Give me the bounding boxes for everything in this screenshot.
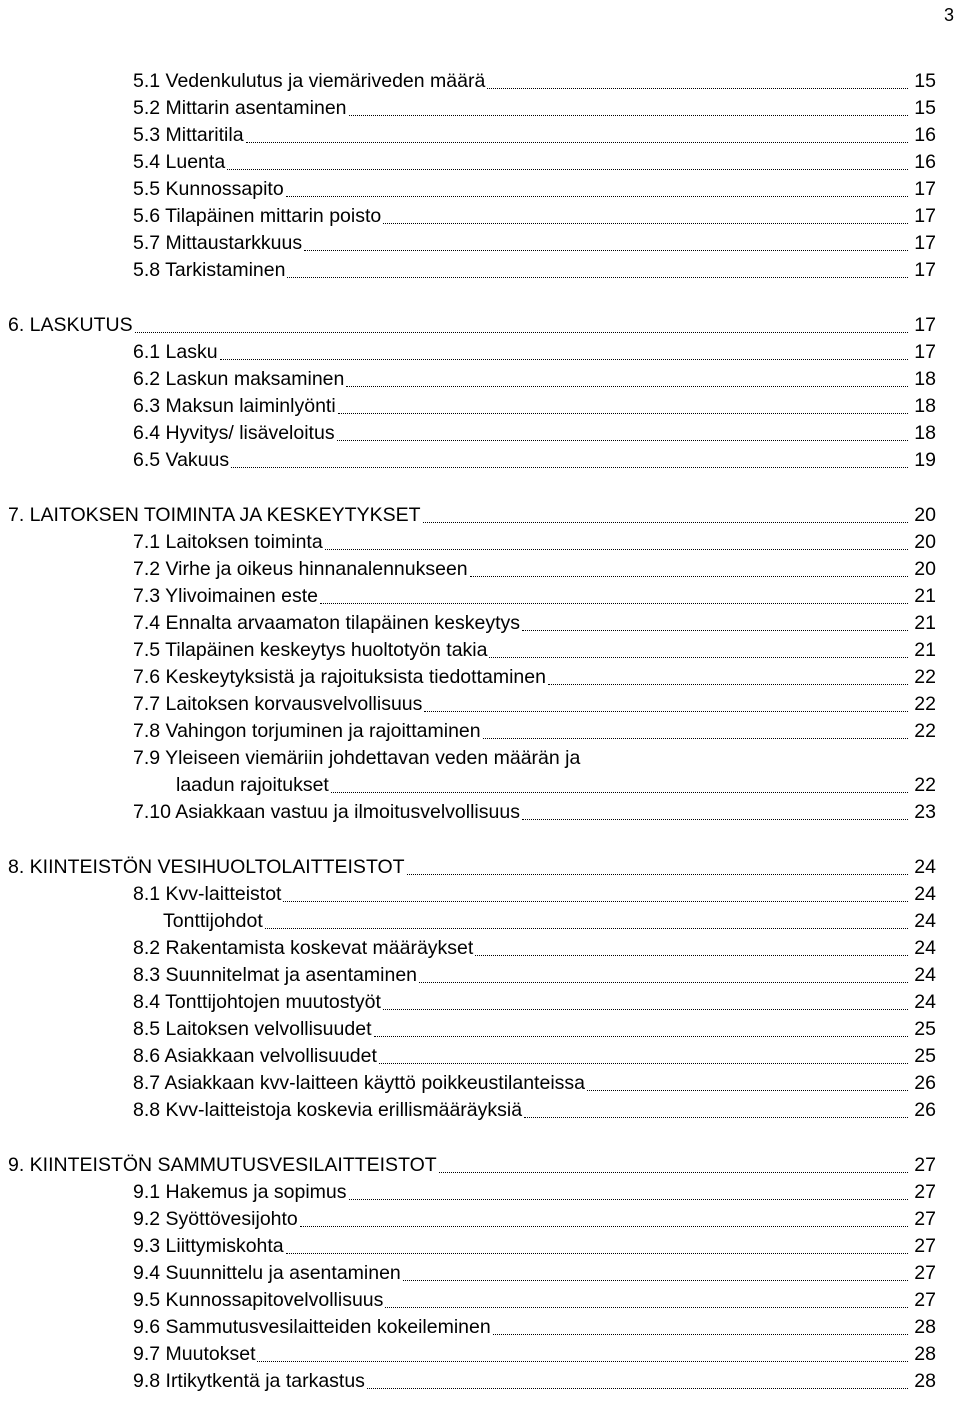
toc-entry-page-number: 27 — [914, 1262, 936, 1284]
toc-entry[interactable] — [133, 176, 936, 203]
dot-leader — [320, 602, 908, 604]
toc-entry-title: 7.8 Vahingon torjuminen ja rajoittaminen — [133, 720, 481, 742]
dot-leader — [383, 1008, 908, 1010]
toc-entry-title: 7.9 Yleiseen viemäriin johdettavan veden määrän ja — [133, 747, 581, 769]
toc-entry-title: 6.2 Laskun maksaminen — [133, 368, 345, 390]
dot-leader — [231, 466, 908, 468]
dot-leader — [379, 1062, 908, 1064]
dot-leader — [346, 385, 908, 387]
toc-entry-page-number: 27 — [914, 1154, 936, 1176]
toc-entry-title: 9.8 Irtikytkentä ja tarkastus — [133, 1370, 365, 1392]
toc-entry[interactable] — [133, 1260, 936, 1287]
toc-entry[interactable] — [133, 149, 936, 176]
toc-entry-page-number: 18 — [914, 422, 936, 444]
toc-entry-title: 5.2 Mittarin asentaminen — [133, 97, 347, 119]
toc-entry-page-number: 28 — [914, 1316, 936, 1338]
toc-entry-page-number: 19 — [914, 449, 936, 471]
toc-entry-title: 9.3 Liittymiskohta — [133, 1235, 284, 1257]
toc-entry-title: 8.3 Suunnitelmat ja asentaminen — [133, 964, 418, 986]
toc-entry[interactable] — [133, 1043, 936, 1070]
toc-entry[interactable] — [133, 1206, 936, 1233]
toc-entry[interactable] — [133, 529, 936, 556]
toc-entry-title: 5.7 Mittaustarkkuus — [133, 232, 303, 254]
toc-entry-page-number: 23 — [914, 801, 936, 823]
toc-entry[interactable] — [176, 772, 936, 799]
toc-entry[interactable] — [133, 989, 936, 1016]
toc-entry-page-number: 17 — [914, 205, 936, 227]
toc-entry-page-number: 21 — [914, 585, 936, 607]
dot-leader — [522, 629, 908, 631]
dot-leader — [524, 1116, 908, 1118]
toc-entry-title: 7.1 Laitoksen toiminta — [133, 531, 323, 553]
dot-leader — [403, 1279, 908, 1281]
toc-entry[interactable] — [133, 881, 936, 908]
toc-entry[interactable] — [8, 312, 936, 339]
toc-entry-title: 7.2 Virhe ja oikeus hinnanalennukseen — [133, 558, 468, 580]
toc-entry-title: 9.2 Syöttövesijohto — [133, 1208, 298, 1230]
toc-entry[interactable] — [8, 854, 936, 881]
toc-entry-title: Tonttijohdot — [163, 910, 263, 932]
toc-entry-page-number: 20 — [914, 531, 936, 553]
toc-entry[interactable] — [8, 1152, 936, 1179]
toc-entry-title: 8.1 Kvv-laitteistot — [133, 883, 282, 905]
dot-leader — [135, 331, 908, 333]
toc-entry[interactable] — [133, 745, 936, 772]
toc-entry-title: 5.5 Kunnossapito — [133, 178, 284, 200]
dot-leader — [338, 412, 908, 414]
toc-entry[interactable] — [133, 447, 936, 474]
dot-leader — [331, 791, 908, 793]
toc-entry-page-number: 28 — [914, 1343, 936, 1365]
toc-entry-title: 6.1 Lasku — [133, 341, 218, 363]
toc-entry-page-number: 18 — [914, 395, 936, 417]
toc-entry[interactable] — [133, 1314, 936, 1341]
toc-entry-page-number: 22 — [914, 666, 936, 688]
toc-entry-title: 7.6 Keskeytyksistä ja rajoituksista tiedottaminen — [133, 666, 546, 688]
toc-entry-page-number: 25 — [914, 1018, 936, 1040]
toc-entry[interactable] — [8, 502, 936, 529]
dot-leader — [286, 1252, 908, 1254]
toc-entry-page-number: 15 — [914, 97, 936, 119]
toc-entry-title: 5.8 Tarkistaminen — [133, 259, 286, 281]
toc-entry-page-number: 22 — [914, 693, 936, 715]
toc-entry-page-number: 17 — [914, 178, 936, 200]
dot-leader — [439, 1171, 908, 1173]
toc-entry-title: 5.6 Tilapäinen mittarin poisto — [133, 205, 382, 227]
toc-entry[interactable] — [133, 1016, 936, 1043]
dot-leader — [325, 548, 908, 550]
toc-entry-page-number: 20 — [914, 504, 936, 526]
toc-entry[interactable] — [133, 610, 936, 637]
toc-entry[interactable] — [133, 1070, 936, 1097]
toc-entry-title: 6.5 Vakuus — [133, 449, 230, 471]
toc-entry-title: 7.7 Laitoksen korvausvelvollisuus — [133, 693, 423, 715]
toc-entry[interactable] — [133, 1179, 936, 1206]
dot-leader — [337, 439, 908, 441]
toc-entry-page-number: 24 — [914, 856, 936, 878]
toc-entry-page-number: 17 — [914, 341, 936, 363]
dot-leader — [227, 168, 908, 170]
toc-entry-title: 6. LASKUTUS — [8, 314, 133, 336]
toc-entry-page-number: 17 — [914, 314, 936, 336]
toc-entry-title: 8.6 Asiakkaan velvollisuudet — [133, 1045, 377, 1067]
toc-entry[interactable] — [133, 1233, 936, 1260]
dot-leader — [407, 873, 908, 875]
toc-entry-title: 7. LAITOKSEN TOIMINTA JA KESKEYTYKSET — [8, 504, 421, 526]
toc-entry[interactable] — [133, 203, 936, 230]
dot-leader — [283, 900, 908, 902]
toc-entry[interactable] — [133, 1097, 936, 1124]
toc-entry[interactable] — [133, 637, 936, 664]
toc-entry[interactable] — [133, 691, 936, 718]
toc-entry-page-number: 22 — [914, 774, 936, 796]
dot-leader — [246, 141, 908, 143]
toc-entry-title: 5.3 Mittaritila — [133, 124, 244, 146]
toc-entry-page-number: 24 — [914, 937, 936, 959]
toc-entry[interactable] — [133, 799, 936, 826]
dot-leader — [300, 1225, 908, 1227]
toc-entry-title: 7.10 Asiakkaan vastuu ja ilmoitusvelvollisuus — [133, 801, 520, 823]
dot-leader — [424, 710, 908, 712]
toc-entry-title: 8.7 Asiakkaan kvv-laitteen käyttö poikkeustilanteissa — [133, 1072, 585, 1094]
dot-leader — [487, 87, 908, 89]
toc-entry-page-number: 25 — [914, 1045, 936, 1067]
toc-entry-page-number: 21 — [914, 612, 936, 634]
toc-entry-page-number: 22 — [914, 720, 936, 742]
dot-leader — [587, 1089, 908, 1091]
toc-entry-page-number: 24 — [914, 964, 936, 986]
dot-leader — [304, 249, 908, 251]
toc-entry[interactable] — [133, 68, 936, 95]
dot-leader — [419, 981, 908, 983]
toc-entry[interactable] — [133, 1368, 936, 1395]
toc-entry[interactable] — [133, 556, 936, 583]
toc-entry-page-number: 27 — [914, 1289, 936, 1311]
dot-leader — [383, 222, 908, 224]
toc-entry-page-number: 16 — [914, 151, 936, 173]
toc-entry-page-number: 15 — [914, 70, 936, 92]
toc-entry[interactable] — [133, 257, 936, 284]
dot-leader — [483, 737, 908, 739]
toc-entry[interactable] — [133, 718, 936, 745]
toc-entry-title: 5.4 Luenta — [133, 151, 226, 173]
toc-entry-page-number: 28 — [914, 1370, 936, 1392]
toc-entry[interactable] — [133, 420, 936, 447]
page-number: 3 — [943, 5, 954, 25]
toc-entry-title: 7.5 Tilapäinen keskeytys huoltotyön takia — [133, 639, 488, 661]
dot-leader — [265, 927, 908, 929]
toc-entry[interactable] — [133, 339, 936, 366]
dot-leader — [470, 575, 908, 577]
dot-leader — [286, 195, 908, 197]
toc-entry-page-number: 27 — [914, 1235, 936, 1257]
toc-entry-page-number: 24 — [914, 883, 936, 905]
toc-entry-page-number: 20 — [914, 558, 936, 580]
toc-entry-page-number: 18 — [914, 368, 936, 390]
toc-entry-title: 8.4 Tonttijohtojen muutostyöt — [133, 991, 381, 1013]
toc-entry-title: 9.4 Suunnittelu ja asentaminen — [133, 1262, 401, 1284]
dot-leader — [367, 1387, 908, 1389]
toc-entry-page-number: 27 — [914, 1208, 936, 1230]
toc-entry-title: 8. KIINTEISTÖN VESIHUOLTOLAITTEISTOT — [8, 856, 405, 878]
dot-leader — [349, 114, 908, 116]
toc-entry-page-number: 24 — [914, 991, 936, 1013]
toc-entry-page-number: 26 — [914, 1099, 936, 1121]
toc-entry[interactable] — [133, 366, 936, 393]
toc-entry-title: 6.3 Maksun laiminlyönti — [133, 395, 336, 417]
toc-entry-page-number: 21 — [914, 639, 936, 661]
toc-entry-title: 8.8 Kvv-laitteistoja koskevia erillismääräyksiä — [133, 1099, 523, 1121]
dot-leader — [493, 1333, 908, 1335]
toc-entry-title: 7.4 Ennalta arvaamaton tilapäinen keskeytys — [133, 612, 520, 634]
dot-leader — [220, 358, 908, 360]
toc-entry-title: 6.4 Hyvitys/ lisäveloitus — [133, 422, 335, 444]
toc-entry-title: 9.7 Muutokset — [133, 1343, 256, 1365]
dot-leader — [374, 1035, 909, 1037]
toc-entry[interactable] — [133, 935, 936, 962]
toc-entry[interactable] — [133, 393, 936, 420]
toc-entry-title: 9.6 Sammutusvesilaitteiden kokeileminen — [133, 1316, 491, 1338]
toc-entry-title: 5.1 Vedenkulutus ja viemäriveden määrä — [133, 70, 486, 92]
dot-leader — [257, 1360, 908, 1362]
toc-entry-title: 9. KIINTEISTÖN SAMMUTUSVESILAITTEISTOT — [8, 1154, 437, 1176]
toc-entry[interactable] — [133, 122, 936, 149]
dot-leader — [385, 1306, 908, 1308]
toc-entry-title: 9.1 Hakemus ja sopimus — [133, 1181, 347, 1203]
toc-entry-page-number: 17 — [914, 259, 936, 281]
toc-entry-title: laadun rajoitukset — [176, 774, 329, 796]
toc-entry[interactable] — [133, 230, 936, 257]
toc-entry[interactable] — [133, 1287, 936, 1314]
toc-entry-page-number: 16 — [914, 124, 936, 146]
toc-entry[interactable] — [133, 583, 936, 610]
toc-entry-title: 9.5 Kunnossapitovelvollisuus — [133, 1289, 384, 1311]
toc-entry-page-number: 24 — [914, 910, 936, 932]
dot-leader — [423, 521, 908, 523]
dot-leader — [287, 276, 908, 278]
dot-leader — [489, 656, 908, 658]
toc-entry[interactable] — [133, 95, 936, 122]
dot-leader — [349, 1198, 908, 1200]
toc-entry[interactable] — [133, 962, 936, 989]
dot-leader — [475, 954, 908, 956]
dot-leader — [548, 683, 908, 685]
dot-leader — [522, 818, 908, 820]
toc-entry[interactable] — [133, 1341, 936, 1368]
toc-entry-page-number: 26 — [914, 1072, 936, 1094]
toc-entry[interactable] — [133, 664, 936, 691]
toc-entry-title: 8.5 Laitoksen velvollisuudet — [133, 1018, 372, 1040]
toc-entry-page-number: 17 — [914, 232, 936, 254]
toc-entry-title: 7.3 Ylivoimainen este — [133, 585, 319, 607]
toc-entry-page-number: 27 — [914, 1181, 936, 1203]
toc-entry-title: 8.2 Rakentamista koskevat määräykset — [133, 937, 474, 959]
toc-entry[interactable] — [163, 908, 936, 935]
